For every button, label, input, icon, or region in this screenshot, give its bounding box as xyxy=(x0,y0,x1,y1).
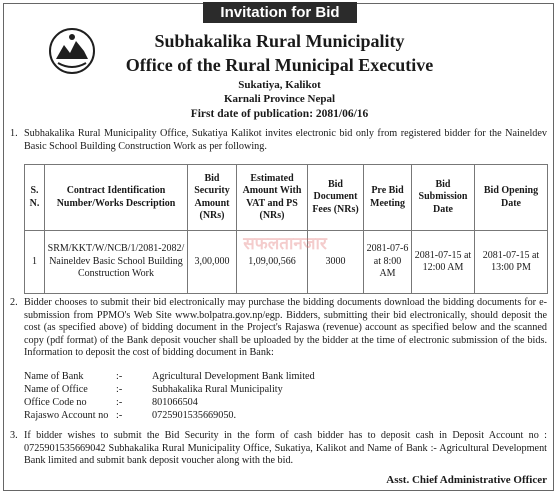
table-cell: 2081-07-15 at 13:00 PM xyxy=(475,231,548,294)
office-name: Office of the Rural Municipal Executive xyxy=(125,55,434,75)
column-header: Contract Identification Number/Works Description xyxy=(45,165,188,231)
paragraph-1: Subhakalika Rural Municipality Office, Sukatiya Kalikot invites electronic bid only from registered bidder for the Naineldev Basic School Building Construction Work as per following. xyxy=(24,128,547,152)
column-header: Bid Document Fees (NRs) xyxy=(308,165,364,231)
paragraph-number: 3. xyxy=(10,430,18,441)
bank-info-value: 0725901535669050. xyxy=(152,410,237,421)
column-header: Bid Security Amount (NRs) xyxy=(188,165,237,231)
bank-info-separator: :- xyxy=(116,410,123,421)
table-header-row xyxy=(25,165,548,231)
signatory-title: Asst. Chief Administrative Officer xyxy=(386,474,547,486)
table-row xyxy=(25,231,548,294)
paragraph-2: Bidder chooses to submit their bid electronically may purchase the bidding documents download the bidding documents for e-submission from PPMO's Web Site www.bolpatra.gov.np/egp. Bidders, submitting their bid electronically, should deposit the cost (as specified above) of bidding document in the Project's Rajaswa (revenue) account as specified below and the scanned copy (pdf format) of the Bank deposit voucher shall be uploaded by the bidder at the time of electronic submission of the bids. Information to deposit the cost of bidding document in Bank: xyxy=(24,297,547,358)
bank-info-label: Office Code no xyxy=(24,397,87,408)
watermark-text: सफलतानजार xyxy=(243,234,327,254)
municipality-name: Subhakalika Rural Municipality xyxy=(154,31,405,51)
paragraph-3: If bidder wishes to submit the Bid Security in the form of cash bidder has to deposit cash in Deposit Account no : 0725901535669042 Subhakalika Rural Municipality Office, Sukatiya, Kalikot and Name of Bank :- Agricultural Development Bank limited and submit bank deposit voucher along with the bid. xyxy=(24,430,547,466)
bank-info-label: Name of Office xyxy=(24,384,88,395)
paragraph-number: 2. xyxy=(10,297,18,308)
column-header: Bid Submission Date xyxy=(412,165,475,231)
province-name: Karnali Province Nepal xyxy=(223,93,335,105)
column-header: Bid Opening Date xyxy=(475,165,548,231)
office-location: Sukatiya, Kalikot xyxy=(238,79,321,91)
column-header: Estimated Amount With VAT and PS (NRs) xyxy=(237,165,308,231)
bank-info-value: Agricultural Development Bank limited xyxy=(152,371,315,382)
bid-table xyxy=(24,164,548,294)
paragraph-number: 1. xyxy=(10,128,18,139)
bank-info-label: Rajaswo Account no xyxy=(24,410,109,421)
table-cell: 2081-07-6 at 8:00 AM xyxy=(364,231,412,294)
table-cell: 1 xyxy=(25,231,45,294)
bank-info-separator: :- xyxy=(116,397,123,408)
bank-info-value: 801066504 xyxy=(152,397,198,408)
table-cell: 3,00,000 xyxy=(188,231,237,294)
column-header: Pre Bid Meeting xyxy=(364,165,412,231)
column-header: S. N. xyxy=(25,165,45,231)
table-cell: SRM/KKT/W/NCB/1/2081-2082/ Naineldev Basic School Building Construction Work xyxy=(45,231,188,294)
bank-info-separator: :- xyxy=(116,371,123,382)
publication-date: First date of publication: 2081/06/16 xyxy=(190,108,369,120)
page-title-banner: Invitation for Bid xyxy=(203,2,357,23)
table-cell: 3000 xyxy=(308,231,364,294)
bank-info-label: Name of Bank xyxy=(24,371,84,382)
bank-info-separator: :- xyxy=(116,384,123,395)
table-cell: 1,09,00,566 xyxy=(237,231,308,294)
table-cell: 2081-07-15 at 12:00 AM xyxy=(412,231,475,294)
bank-info-value: Subhakalika Rural Municipality xyxy=(152,384,283,395)
